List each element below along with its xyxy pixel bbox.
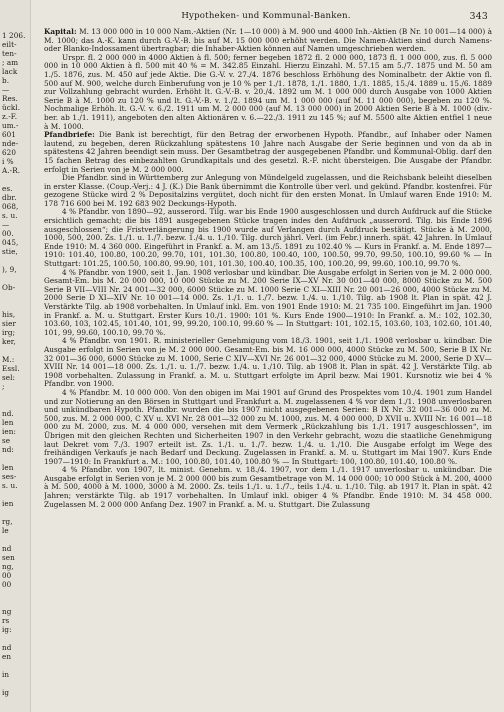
margin-fragment: 00. — [2, 229, 14, 238]
paragraph-text: M. 13 000 000 in 10 000 Nam.-Aktien (Nr. 1—10 000) à M. 900 und 4000 Inh.-Aktien (B Nr. 10 001—14 000) à M. 1000; das A.-K. kann durch G.-V.-B. bis auf M. 15 000 000 erhöht werden. Die Namen-Aktien sind durch Namens- oder Blanko-Indossament übertragbar; die Inhaber-Aktien können auf Namen umgeschrieben werden. — [44, 28, 492, 54]
margin-fragment: s. u. — [2, 211, 18, 220]
paragraph — [44, 28, 492, 54]
margin-fragment: — — [2, 85, 10, 94]
margin-fragment: nd — [2, 643, 12, 652]
margin-fragment: Ob- — [2, 283, 16, 292]
margin-fragment: 068, — [2, 202, 19, 211]
paragraph — [44, 131, 492, 174]
margin-fragment: — — [2, 220, 10, 229]
margin-fragment: his, — [2, 310, 16, 319]
paragraph-text: Die Pfandbr. sind in Württemberg zur Anlegung von Mündelgeld zugelassen, und die Reichsbank beleiht dieselben in erster Klasse. (Coup.-Verj.: 4 J. (K.) Die Bank übernimmt die Kontrolle über verl. und gekünd. Pfandbr. kostenfrei. Für gezogene Stücke wird 2 % Depositalzins vergütet, doch nicht für den ersten Monat. In Umlauf waren Ende 1910: M. 178 716 600 bei M. 192 683 902 Deckungs-Hypoth. — [44, 173, 492, 208]
margin-fragment: ), 9, — [2, 265, 17, 274]
margin-fragment: in — [2, 670, 10, 679]
paragraph — [44, 337, 492, 389]
margin-fragment: 620 — [2, 148, 17, 157]
paragraph-text: 4 % Pfandbr. von 1907, lt. minist. Genehm. v. 18./4. 1907, vor dem 1./1. 1917 unverlosbar u. unkündbar. Die Ausgabe erfolgt in Serien von je M. 2 000 000 bis zum Gesamtbetrage von M. 14 000 000; 10 000 Stück à M. 200, 4000 à M. 500, 4000 à M. 1000, 3000 à M. 2000. Zs. teils 1./1. u. 1./7., teils 1./4. u. 1./10. Tilg. ab 1917 lt. Plan in spät. 42 Jahren; verstärkte Tilg. ab 1917 vorbehalten. In Umlauf inkl. obiger 4 % Pfandbr. Ende 1910: M. 34 458 000. Zugelassen M. 2 000 000 Anfang Dez. 1907 in Frankf. a. M. u. Stuttgart. Die Zulassung — [44, 465, 492, 509]
margin-fragment: M.: — [2, 355, 15, 364]
margin-fragment: ückl. — [2, 103, 21, 112]
margin-fragment: rg, — [2, 517, 13, 526]
margin-fragment: 601 — [2, 130, 17, 139]
margin-fragment: 1 206. — [2, 31, 26, 40]
margin-fragment: ig — [2, 688, 10, 697]
margin-fragment: ; — [2, 382, 5, 391]
paragraph-text: 4 % Pfandbr. M. 10 000 000. Von den obigen im Mai 1901 auf Grund des Prospektes vom 10./4. 1901 zum Handel und zur Notierung an den Börsen in Stuttgart und Frankfurt a. M. zugelassenen 4 % vor dem 1./1. 1908 unverlosbaren und unkündbaren Hypoth. Pfandbr. wurden die bis 1907 nicht ausgegebenen Serien: B IX Nr. 32 001—36 000 zu M. 500, zus. M. 2 000 000, C XV u. XVI Nr. 28 001—32 000 zu M. 1000, zus. M. 4 000 000, D XVII u. XVIII Nr. 16 001—18 000 zu M. 2000, zus. M. 4 000 000, versehen mit dem Vermerk „Rückzahlung bis 1./1. 1917 ausgeschlossen“, im Übrigen mit den gleichen Rechten und Sicherheiten 1907 in den Verkehr gebracht, wozu die staatliche Genehmigung laut Dekret vom 7./3. 1907 erteilt ist. Zs. 1./1. u. 1./7. bezw. 1./4. u. 1./10. Die Ausgabe erfolgt im Wege des freihändigen Verkaufs je nach Bedarf und Deckung. Zugelassen in Frankf. a. M. u. Stuttgart im Mai 1907. Kurs Ende 1907—1910: In Frankfurt a. M.: 100, 100.80, 101.40, 100.80 % — In Stuttgart: 100, 100.80, 101.40, 100.80 %. — [44, 387, 492, 466]
paragraph — [44, 54, 492, 131]
margin-fragment: ; am — [2, 58, 19, 67]
margin-fragment: irg; — [2, 328, 16, 337]
section-lead: Kapital: — [44, 28, 77, 36]
paragraph — [44, 269, 492, 338]
margin-fragment: A.-R. — [2, 166, 21, 175]
margin-fragment: rs — [2, 616, 10, 625]
document-body — [44, 28, 492, 708]
margin-fragment: ng, — [2, 562, 14, 571]
margin-fragment: Essl. — [2, 364, 20, 373]
section-lead: Pfandbriefe: — [44, 130, 95, 140]
page-title: Hypotheken- und Kommunal-Banken. — [181, 11, 351, 21]
paragraph — [44, 389, 492, 466]
margin-fragment: dbr. — [2, 193, 17, 202]
margin-fragment: lack — [2, 67, 18, 76]
left-margin-gutter — [0, 0, 31, 712]
margin-fragment: nd — [2, 544, 12, 553]
margin-fragment: en — [2, 652, 12, 661]
margin-fragment: 045, — [2, 238, 19, 247]
margin-fragment: sel: — [2, 373, 16, 382]
paragraph-text: Urspr. fl. 2 000 000 in 4000 Aktien à fl. 500; ferner begeben 1872 fl. 2 000 000, 1873 fl. 1 000 000, zus. fl. 5 000 000 in 10 000 Aktien à fl. 500 mit 40 % = M. 342.85 Einzahl. Hierzu Einzahl. M. 57.15 am 5./7. 1875 und M. 50 am 1./5. 1876, zus. M. 450 auf jede Aktie. Die G.-V. v. 27./4. 1876 beschloss Erhöhung des Nominalbetr. der Aktie von fl. 500 auf M. 900, welche durch Einberufung von je 10 % per 1./1. 1878, 1./1. 1880, 1./1. 1885, 15./4. 1889 u. 15./6. 1889 zur Vollzahlung gebracht wurden. Erhöht lt. G.-V.-B. v. 20./4. 1892 um M. 1 000 000 durch Ausgabe von 1000 Aktien Serie B à M. 1000 zu 120 % und lt. G.-V.-B. v. 1./2. 1894 um M. 1 000 000 (auf M. 11 000 000), begeben zu 120 %. Nochmalige Erhöh. lt. G.-V. v. 6./2. 1911 um M. 2 000 000 (auf M. 13 000 000) in 2000 Aktien Serie B à M. 1000 (div.-ber. ab 1./1. 1911), angeboten den alten Aktionären v. 6.—22./3. 1911 zu 145 %; auf M. 5500 alte Aktien entfiel 1 neue à M. 1000. — [44, 52, 492, 131]
margin-fragment: 00 — [2, 580, 12, 589]
margin-fragment: nd: — [2, 445, 14, 454]
running-header — [44, 11, 488, 25]
paragraph-text: 4 % Pfandbr. von 1890—92, ausserord. Tilg. war bis Ende 1900 ausgeschlossen und durch Aufdruck auf die Stücke ersichtlich gemacht; die bis 1891 ausgegebenen Stücke tragen indes den Aufdruck „ausserord. Tilg. bis Ende 1896 ausgeschlossen“; die Fristverlängerung bis 1900 wurde auf Verlangen durch Aufdruck bestätigt. Stücke à M. 2000, 1000, 500, 200. Zs. 1./1. u. 1./7. bezw. 1./4. u. 1./10. Tilg. durch jährl. Verl. (im Febr.) innerh. spät. 42 Jahren. In Umlauf Ende 1910: M. 4 360 000. Eingeführt in Frankf. a. M. am 13./5. 1891 zu 102.40 % — Kurs in Frankf. a. M. Ende 1897—1910: 101.40, 100.80, 100.20, 99.70, 101, 101.30, 100.80, 100.40, 100, 100.50, 99.70, 99.50, 100.10, 99.60 % — In Stuttgart: 101.25, 100.50, 100.80, 99.90, 101, 101.30, 100.40, 100.35, 100, 100.20, 99, 99.60, 100.10, 99.70 %. — [44, 207, 492, 269]
paragraph-text: Die Bank ist berechtigt, für den Betrag der erworbenen Hypoth. Pfandbr., auf Inhaber oder Namen lautend, zu begeben, deren Rückzahlung spätestens 10 Jahre nach Ausgabe der Serie beginnen und von da ab in spätestens 42 Jahren beendigt sein muss. Der Gesamtbetrag der ausgegebenen Pfandbr. und Kommunal-Oblig. darf den 15 fachen Betrag des einbezahlten Grundkapitals und des gesetzl. R.-F. nicht übersteigen. Die Ausgabe der Pfandbr. erfolgt in Serien von je M. 2 000 000. — [44, 130, 492, 174]
margin-fragment: stie, — [2, 247, 18, 256]
page-number: 343 — [469, 11, 488, 22]
margin-fragment: ien — [2, 499, 14, 508]
margin-fragment: len — [2, 418, 14, 427]
margin-fragment: ses- — [2, 472, 17, 481]
margin-fragment: ien: — [2, 427, 17, 436]
paragraph-text: 4 % Pfandbr. von 1901. R. ministerieller Genehmigung vom 18./3. 1901, seit 1./1. 1908 verlosbar u. kündbar. Die Ausgabe erfolgt in Serien von je M. 2 000 000. Gesamt-Em. bis M. 16 000 000, 4000 Stücke zu M. 500, Serie B IX Nr. 32 001—36 000, 6000 Stücke zu M. 1000, Serie C XIV—XVI Nr. 26 001—32 000, 4000 Stücke zu M. 2000, Serie D XV—XVIII Nr. 14 001—18 000. Zs. 1./1. u. 1./7. bezw. 1./4. u. 1./10. Tilg. ab 1908 lt. Plan in spät. 42 J. Verstärkte Tilg. ab 1908 vorbehalten. Zulassung in Frankf. a. M. u. Stuttgart erfolgte im April bezw. Mai 1901. Kursnotiz wie bei 4 % Pfandbr. von 1900. — [44, 336, 492, 389]
margin-fragment: Res. — [2, 94, 19, 103]
paragraph — [44, 466, 492, 509]
margin-fragment: len — [2, 463, 14, 472]
margin-fragment: b. — [2, 76, 10, 85]
margin-fragment: nde- — [2, 139, 19, 148]
margin-fragment: se — [2, 436, 11, 445]
margin-fragment: ig: — [2, 625, 12, 634]
margin-fragment: eilt- — [2, 40, 17, 49]
paragraph — [44, 208, 492, 268]
margin-fragment: es. — [2, 184, 13, 193]
margin-fragment: sen — [2, 553, 15, 562]
margin-fragment: ten- — [2, 49, 17, 58]
paragraph-text: 4 % Pfandbr. von 1900, seit 1. Jan. 1908 verlosbar und kündbar. Die Ausgabe erfolgt in Serien von je M. 2 000 000. Gesamt-Em. bis M. 20 000 000, 10 000 Stücke zu M. 200 Serie IX—XV Nr. 30 001—40 000, 8000 Stücke zu M. 500 Serie B VII—VIII Nr. 24 001—32 000, 6000 Stücke zu M. 1000 Serie C XI—XIII Nr. 20 001—26 000, 4000 Stücke zu M. 2000 Serie D XI—XIV Nr. 10 001—14 000. Zs. 1./1. u. 1./7. bezw. 1./4. u. 1./10. Tilg. ab 1908 lt. Plan in spät. 42 J. Verstärkte Tilg. ab 1908 vorbehalten. In Umlauf inkl. Em. von 1901 Ende 1910: M. 21 735 100. Eingeführt im Jan. 1900 in Frankf. a. M. u. Stuttgart. Erster Kurs 10./1. 1900: 101 %. Kurs Ende 1900—1910: In Frankf. a. M.: 102, 102.30, 103.60, 103, 102.45, 101.40, 101, 99, 99.20, 100.10, 99.60 % — In Stuttgart: 101, 102.15, 103.60, 103, 102.60, 101.40, 101, 99, 99.60, 100.10, 99.70 %. — [44, 267, 492, 337]
margin-fragment: sier — [2, 319, 17, 328]
margin-fragment: i % — [2, 157, 14, 166]
margin-fragment: um.- — [2, 121, 19, 130]
paragraph — [44, 174, 492, 208]
margin-fragment: s. u. — [2, 481, 18, 490]
margin-fragment: nd. — [2, 409, 14, 418]
margin-fragment: le — [2, 526, 9, 535]
margin-fragment: ng — [2, 607, 12, 616]
margin-fragment: ker, — [2, 337, 16, 346]
margin-fragment: 00 — [2, 571, 12, 580]
margin-fragment: z.-F. — [2, 112, 18, 121]
